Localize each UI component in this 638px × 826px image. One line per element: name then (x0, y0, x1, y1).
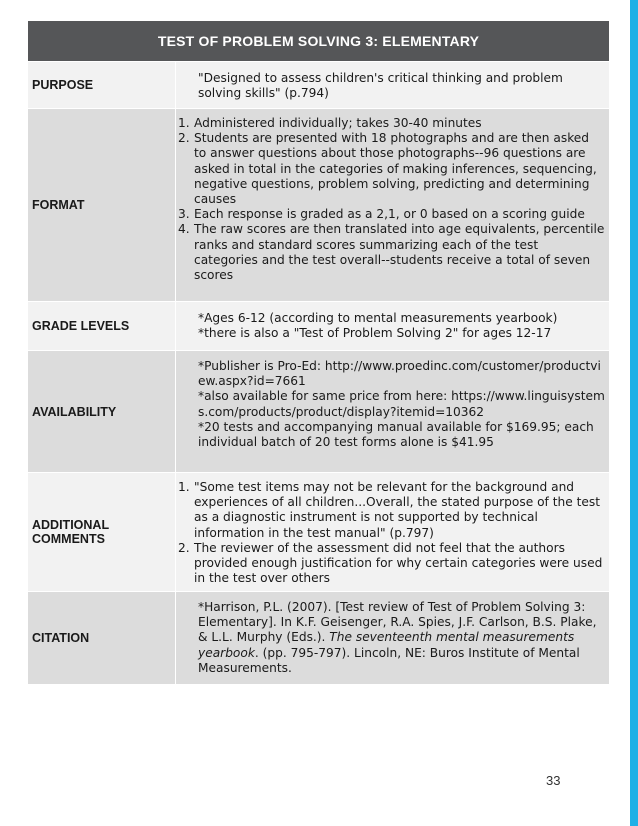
list-item: 3. Each response is graded as a 2,1, or 0 based on a scoring guide (178, 207, 585, 222)
purpose-text: "Designed to assess children's critical thinking and problem solving skills" (p.794) (198, 71, 563, 101)
row-label-additional-comments: ADDITIONAL COMMENTS (28, 473, 176, 591)
row-label-purpose: PURPOSE (28, 62, 176, 108)
row-label-grade-levels: GRADE LEVELS (28, 302, 176, 350)
grade-levels-line-1: *Ages 6-12 (according to mental measurements yearbook) (198, 311, 558, 325)
list-item: 1. Administered individually; takes 30-40 minutes (178, 116, 482, 130)
list-item: 2. Students are presented with 18 photographs and are then asked to answer questions about those photographs--96 questions are asked in total in the categories of making inferences, sequencing, negative questions, problem solving, predicting and determining causes (178, 131, 597, 207)
row-grade-levels (28, 302, 609, 351)
list-item: 1. "Some test items may not be relevant for the background and experiences of all children...Overall, the stated purpose of the test as a diagnostic instrument is not supported by technical information in the test manual" (p.797) (178, 480, 600, 540)
grade-levels-line-2: *there is also a "Test of Problem Solving 2" for ages 12-17 (198, 326, 552, 341)
list-item: 4. The raw scores are then translated into age equivalents, percentile ranks and standard scores summarizing each of the test categories and the test overall--students receive a total of seven scores (178, 222, 605, 283)
row-label-citation: CITATION (28, 592, 176, 684)
row-availability (28, 351, 609, 473)
row-value-format (176, 109, 609, 301)
table-title: TEST OF PROBLEM SOLVING 3: ELEMENTARY (28, 21, 609, 62)
row-value-citation (176, 592, 609, 684)
citation-text (198, 600, 605, 676)
row-value-additional-comments (176, 473, 609, 591)
citation-title-italic: The seventeenth mental measurements yearbook (198, 630, 575, 660)
citation-part-1: *Harrison, P.L. (2007). [Test review of Test of Problem Solving 3: Elementary]. In K.F. Geisenger, R.A. Spies, J.F. Carlson, B.S. Plake, & L.L. Murphy (Eds.). (198, 600, 597, 645)
row-additional-comments (28, 473, 609, 592)
page-number: 33 (546, 773, 561, 788)
list-item: 2. The reviewer of the assessment did not feel that the authors provided enough justification for why certain categories were used in the test over others (178, 540, 603, 586)
row-citation (28, 592, 609, 685)
row-purpose (28, 62, 609, 109)
row-label-format: FORMAT (28, 109, 176, 301)
row-label-availability: AVAILABILITY (28, 351, 176, 472)
availability-line-3: *20 tests and accompanying manual available for $169.95; each individual batch of 20 test forms alone is $41.95 (198, 419, 594, 450)
row-value-availability (176, 351, 609, 472)
availability-line-1: *Publisher is Pro-Ed: http://www.proedinc.com/customer/productview.aspx?id=7661 (198, 359, 601, 389)
comments-list (178, 480, 605, 586)
page-edge-accent-bar (630, 0, 638, 826)
info-table (28, 21, 609, 685)
row-value-grade-levels (176, 302, 609, 350)
row-value-purpose (176, 62, 609, 108)
availability-line-2: *also available for same price from here: https://www.linguisystems.com/products/product/display?itemid=10362 (198, 389, 605, 419)
row-format (28, 109, 609, 302)
format-list (178, 116, 605, 283)
citation-part-2: . (pp. 795-797). Lincoln, NE: Buros Institute of Mental Measurements. (198, 645, 580, 675)
